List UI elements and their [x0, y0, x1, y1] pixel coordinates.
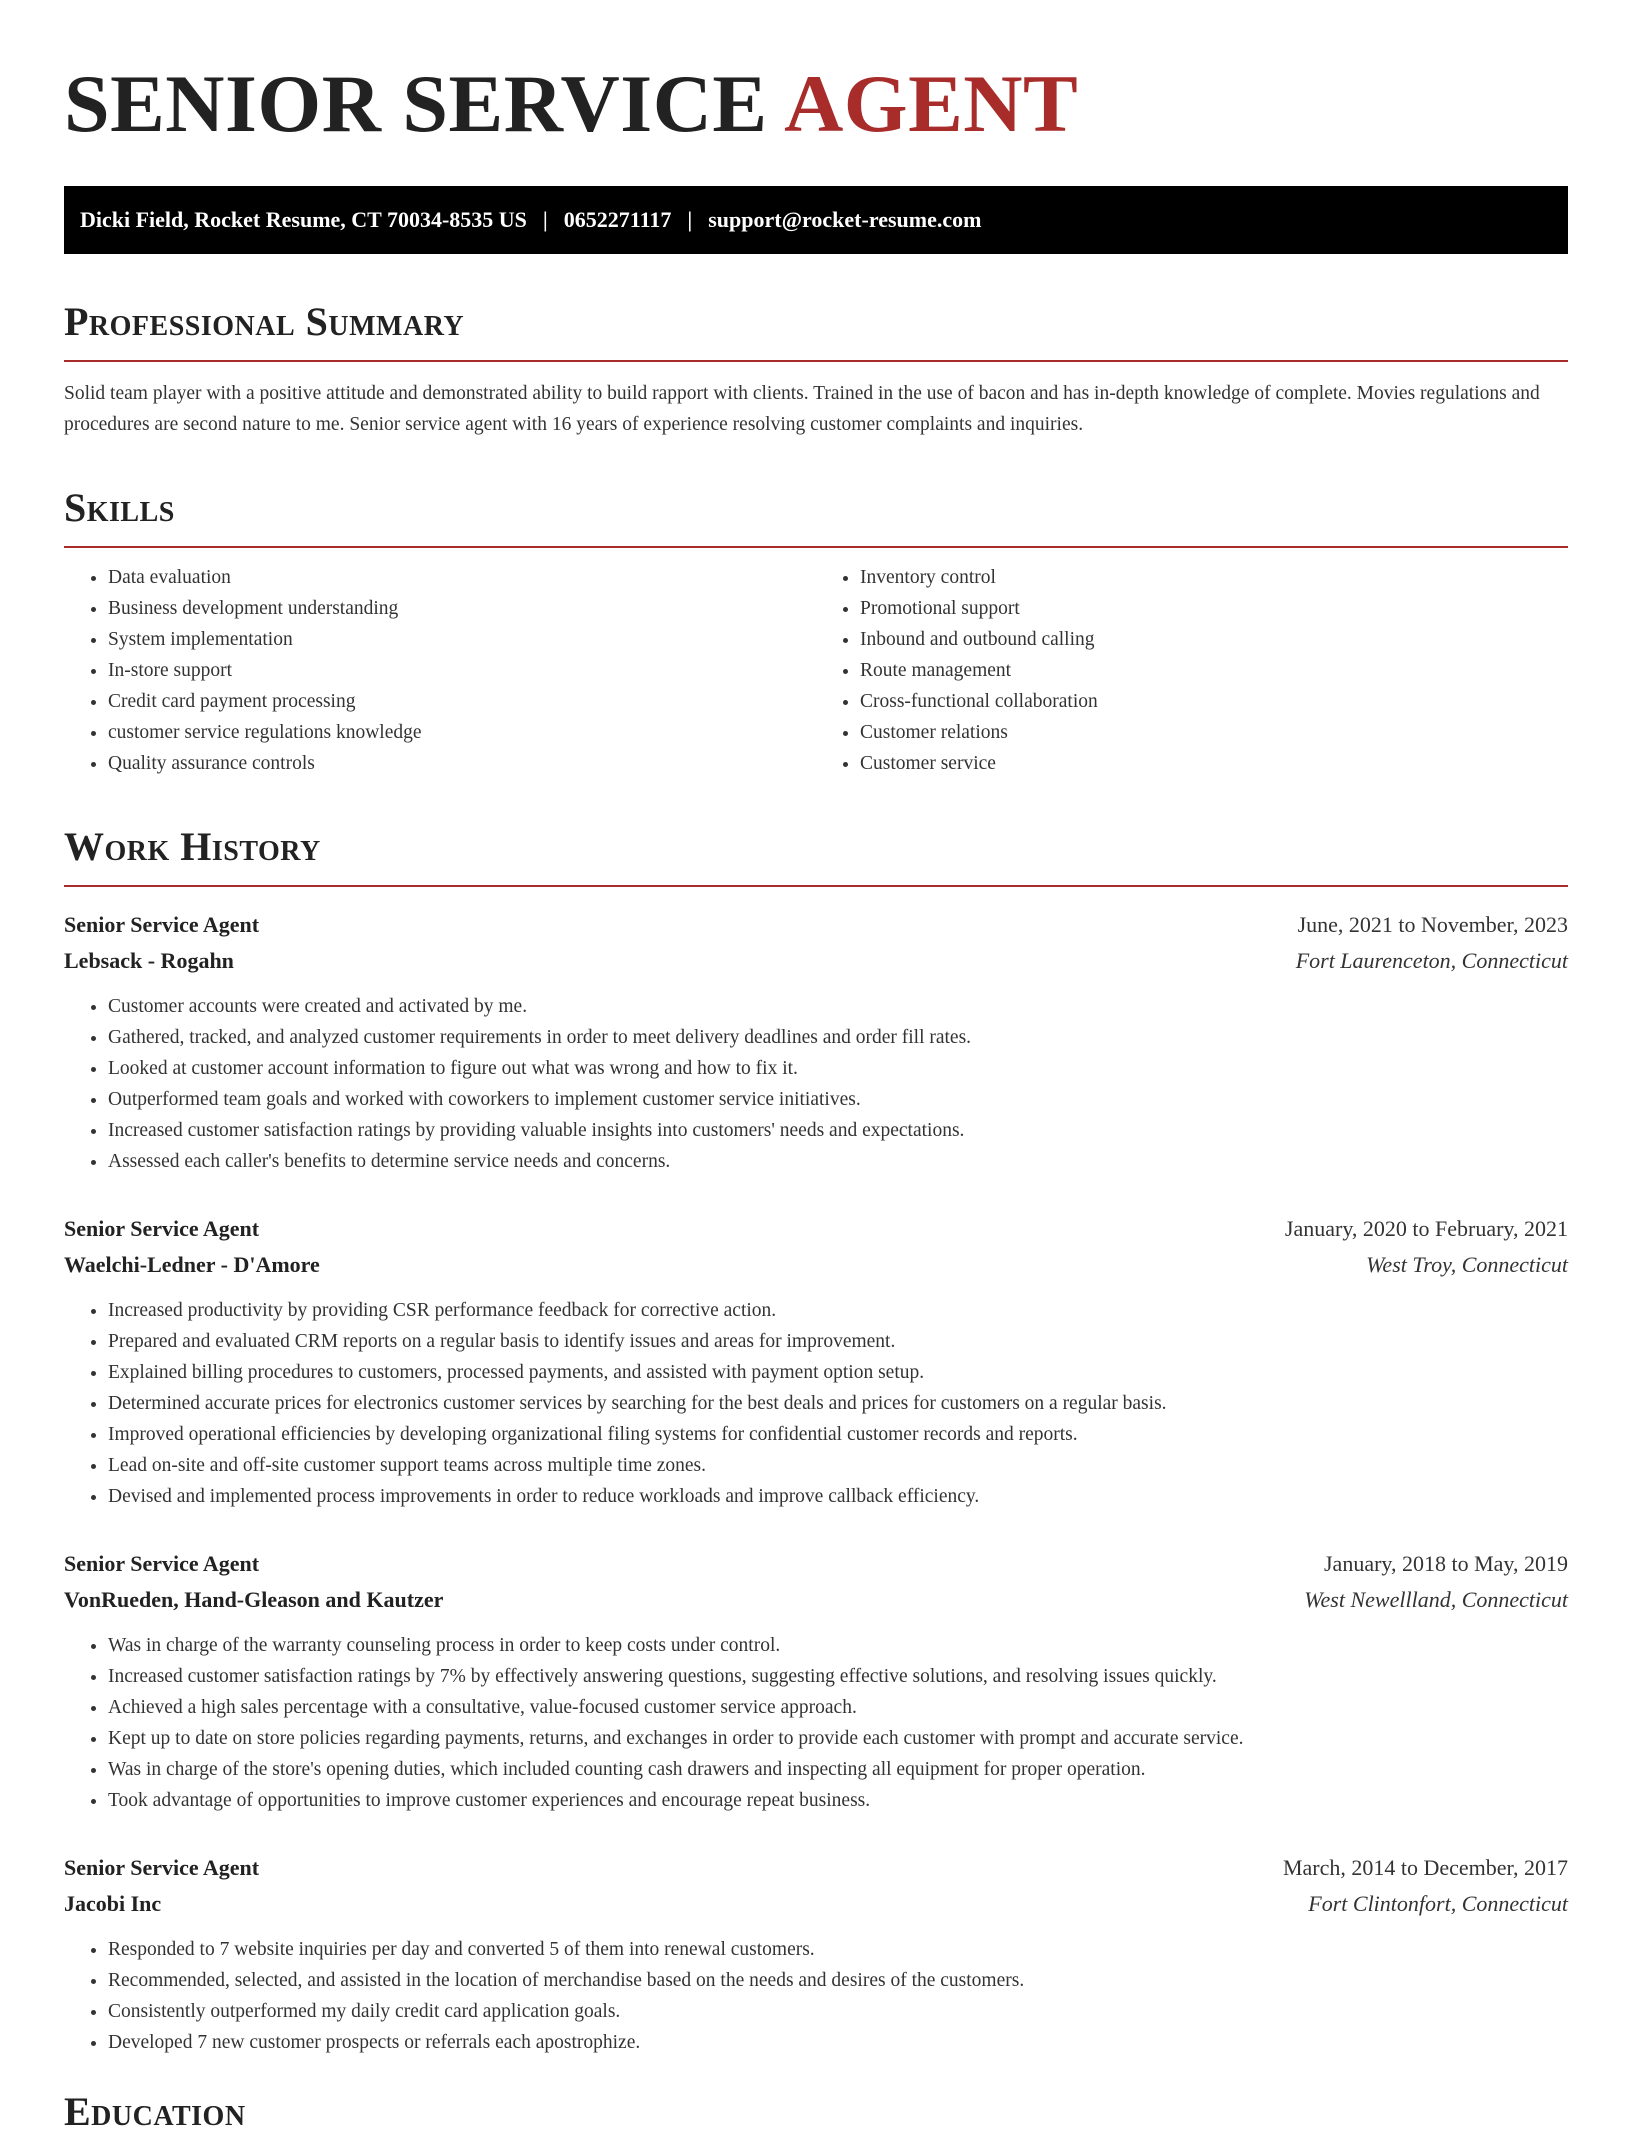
- education-heading: Education: [64, 2089, 246, 2134]
- skill-item: • Customer service: [860, 748, 1568, 779]
- job-company: Lebsack - Rogahn: [64, 948, 234, 973]
- skill-item: • Customer relations: [860, 717, 1568, 748]
- title-main: SENIOR SERVICE: [64, 58, 768, 149]
- job-bullet: • Improved operational efficiencies by developing organizational filing systems for confidential customer records and reports.: [108, 1419, 1568, 1450]
- job-bullet: • Kept up to date on store policies regarding payments, returns, and exchanges in order to provide each customer with prompt and accurate service.: [108, 1723, 1568, 1754]
- skill-item: • customer service regulations knowledge: [108, 717, 816, 748]
- skills-column-right: [816, 562, 1568, 779]
- skill-item: • Inventory control: [860, 562, 1568, 593]
- job-bullet: • Lead on-site and off-site customer support teams across multiple time zones.: [108, 1450, 1568, 1481]
- job-bullet: • Increased productivity by providing CSR performance feedback for corrective action.: [108, 1295, 1568, 1326]
- job-title: Senior Service Agent: [64, 912, 260, 937]
- contact-separator: |: [542, 207, 548, 232]
- job-title: Senior Service Agent: [64, 1216, 260, 1241]
- skill-item: • Quality assurance controls: [108, 748, 816, 779]
- job-company: VonRueden, Hand-Gleason and Kautzer: [64, 1587, 444, 1612]
- job-location: Fort Clintonfort, Connecticut: [1308, 1891, 1568, 1916]
- job-bullet: • Was in charge of the store's opening duties, which included counting cash drawers and inspecting all equipment for proper operation.: [108, 1754, 1568, 1785]
- job-bullet: • Responded to 7 website inquiries per day and converted 5 of them into renewal customers.: [108, 1934, 1568, 1965]
- job-entry: [64, 1546, 1568, 1816]
- skill-item: • Promotional support: [860, 593, 1568, 624]
- skill-item: • System implementation: [108, 624, 816, 655]
- job-company-row: [64, 1886, 1568, 1922]
- skill-item: • Route management: [860, 655, 1568, 686]
- summary-text: Solid team player with a positive attitude and demonstrated ability to build rapport with clients. Trained in the use of bacon and has in-depth knowledge of complete. Movies regulations and procedures are second nature to me. Senior service agent with 16 years of experience resolving customer complaints and inquiries.: [64, 383, 1540, 435]
- job-company-row: [64, 1582, 1568, 1618]
- job-bullet: • Looked at customer account information to figure out what was wrong and how to fix it.: [108, 1053, 1568, 1084]
- job-entry: [64, 1211, 1568, 1512]
- job-bullet: • Determined accurate prices for electronics customer services by searching for the best deals and prices for customers on a regular basis.: [108, 1388, 1568, 1419]
- job-dates: January, 2018 to May, 2019: [1324, 1551, 1568, 1576]
- job-bullet: • Was in charge of the warranty counseling process in order to keep costs under control.: [108, 1630, 1568, 1661]
- job-bullet: • Gathered, tracked, and analyzed customer requirements in order to meet delivery deadlines and order fill rates.: [108, 1022, 1568, 1053]
- job-bullet: • Customer accounts were created and activated by me.: [108, 991, 1568, 1022]
- contact-address: Dicki Field, Rocket Resume, CT 70034-8535 US: [80, 207, 527, 232]
- resume-title: [64, 56, 1568, 152]
- contact-separator: |: [687, 207, 693, 232]
- skill-item: • In-store support: [108, 655, 816, 686]
- job-bullet: • Increased customer satisfaction ratings by 7% by effectively answering questions, suggesting effective solutions, and resolving issues quickly.: [108, 1661, 1568, 1692]
- contact-email: support@rocket-resume.com: [708, 207, 982, 232]
- job-bullet: • Explained billing procedures to customers, processed payments, and assisted with payment option setup.: [108, 1357, 1568, 1388]
- job-bullets: [64, 991, 1568, 1177]
- job-bullet: • Assessed each caller's benefits to determine service needs and concerns.: [108, 1146, 1568, 1177]
- job-location: West Newellland, Connecticut: [1304, 1587, 1568, 1612]
- job-company: Jacobi Inc: [64, 1891, 162, 1916]
- job-header-row: [64, 1211, 1568, 1247]
- job-bullet: • Recommended, selected, and assisted in the location of merchandise based on the needs and desires of the customers.: [108, 1965, 1568, 1996]
- skill-item: • Inbound and outbound calling: [860, 624, 1568, 655]
- job-company-row: [64, 943, 1568, 979]
- job-header-row: [64, 907, 1568, 943]
- job-entry: [64, 907, 1568, 1177]
- job-bullet: • Developed 7 new customer prospects or referrals each apostrophize.: [108, 2027, 1568, 2058]
- skills-column-left: [64, 562, 816, 779]
- job-title: Senior Service Agent: [64, 1551, 260, 1576]
- job-bullets: [64, 1934, 1568, 2058]
- job-bullet: • Achieved a high sales percentage with a consultative, value-focused customer service approach.: [108, 1692, 1568, 1723]
- job-company-row: [64, 1247, 1568, 1283]
- title-accent: AGENT: [784, 58, 1079, 149]
- job-header-row: [64, 1850, 1568, 1886]
- job-entry: [64, 1850, 1568, 2058]
- job-bullet: • Prepared and evaluated CRM reports on a regular basis to identify issues and areas for improvement.: [108, 1326, 1568, 1357]
- job-dates: March, 2014 to December, 2017: [1282, 1855, 1568, 1880]
- skill-item: • Data evaluation: [108, 562, 816, 593]
- job-company: Waelchi-Ledner - D'Amore: [64, 1252, 320, 1277]
- skill-item: • Cross-functional collaboration: [860, 686, 1568, 717]
- skills-heading: Skills: [64, 484, 1568, 548]
- job-bullet: • Increased customer satisfaction ratings by providing valuable insights into customers' needs and expectations.: [108, 1115, 1568, 1146]
- job-title: Senior Service Agent: [64, 1855, 260, 1880]
- skill-item: • Business development understanding: [108, 593, 816, 624]
- job-bullet: • Took advantage of opportunities to improve customer experiences and encourage repeat business.: [108, 1785, 1568, 1816]
- job-bullets: [64, 1295, 1568, 1512]
- summary-heading: Professional Summary: [64, 298, 1568, 362]
- job-bullet: • Outperformed team goals and worked with coworkers to implement customer service initiatives.: [108, 1084, 1568, 1115]
- contact-phone: 0652271117: [563, 207, 672, 232]
- job-bullet: • Devised and implemented process improvements in order to reduce workloads and improve callback efficiency.: [108, 1481, 1568, 1512]
- job-bullets: [64, 1630, 1568, 1816]
- job-dates: June, 2021 to November, 2023: [1297, 912, 1568, 937]
- skill-item: • Credit card payment processing: [108, 686, 816, 717]
- work-history-heading: Work History: [64, 823, 1568, 887]
- job-dates: January, 2020 to February, 2021: [1284, 1216, 1568, 1241]
- contact-bar: [64, 186, 1568, 254]
- job-bullet: • Consistently outperformed my daily credit card application goals.: [108, 1996, 1568, 2027]
- job-header-row: [64, 1546, 1568, 1582]
- skills-list: [64, 562, 1568, 779]
- job-location: West Troy, Connecticut: [1366, 1252, 1568, 1277]
- job-location: Fort Laurenceton, Connecticut: [1295, 948, 1568, 973]
